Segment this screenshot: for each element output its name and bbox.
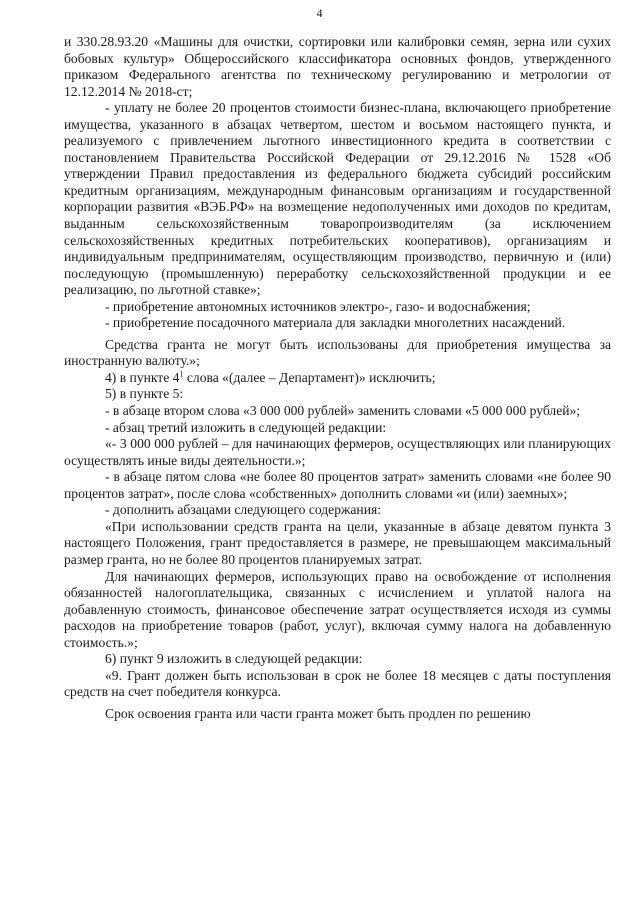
paragraph-item-9: «9. Грант должен быть использован в срок не более 18 месяцев с даты поступления средств на счет победителя конкурса. <box>64 667 611 700</box>
paragraph-currency: Средства гранта не могут быть использованы для приобретения имущества за иностранную валюту.»; <box>64 336 611 369</box>
paragraph-abzac-3: - абзац третий изложить в следующей редакции: <box>105 419 387 435</box>
paragraph-abzac-5: - в абзаце пятом слова «не более 80 процентов затрат» заменить словами «не более 90 процентов затрат», после слова «собственных» дополнить словами «и (или) заемных»; <box>64 469 611 501</box>
paragraph-add-abzacs: - дополнить абзацами следующего содержания: <box>105 502 382 518</box>
paragraph-power-sources: - приобретение автономных источников электро-, газо- и водоснабжения; <box>105 298 531 314</box>
paragraph-grant-usage: «При использовании средств гранта на цели, указанные в абзаце девятом пункта 3 настоящего Положения, грант предоставляется в размере, не превышающем максимальный размер гранта, но не более 80 процентов планируемых затрат. <box>64 518 611 567</box>
paragraph-business-plan: - уплату не более 20 процентов стоимости бизнес-плана, включающего приобретение имущества, указанного в абзацах четвертом, шестом и восьмом настоящего пункта, и реализуемого с привлечением льготного инвестиционного кредита в соответствии с постановлением Правительства Российской Федерации от 29.12.2016 № 1528 «Об утверждении Правил предоставления из федерального бюджета субсидий российским кредитным организациям, международным финансовым организациям и государственной корпорации развития «ВЭБ.РФ» на возмещение недополученных ими доходов по кредитам, выданным сельскохозяйственным товаропроизводителям (за исключением сельскохозяйственных кредитных потребительских кооперативов), организациям и индивидуальным предпринимателям, осуществляющим производство, первичную и (или) последующую (промышленную) переработку сельскохозяйственной продукции и ее реализацию, по льготной ставке»; <box>64 100 611 298</box>
item4-superscript: 1 <box>179 369 184 379</box>
paragraph-new-farmers: Для начинающих фермеров, использующих право на освобождение от исполнения обязанностей налогоплательщика, связанных с исчислением и уплатой налога на добавленную стоимость, финансовое обеспечение затрат осуществляется исходя из суммы расходов на приобретение товаров (работ, услуг), включая сумму налога на добавленную стоимость.»; <box>64 568 611 650</box>
page-number: 4 <box>316 6 323 20</box>
paragraph-item-6: 6) пункт 9 изложить в следующей редакции: <box>105 651 363 667</box>
paragraph-item-5: 5) в пункте 5: <box>105 386 184 402</box>
paragraph-extension: Срок освоения гранта или части гранта может быть продлен по решению <box>105 705 531 721</box>
item4-suffix: слова «(далее – Департамент)» исключить; <box>183 369 436 385</box>
paragraph-abzac-2: - в абзаце втором слова «3 000 000 рублей» заменить словами «5 000 000 рублей»; <box>105 403 581 419</box>
paragraph-planting: - приобретение посадочного материала для закладки многолетних насаждений. <box>105 315 566 331</box>
item4-prefix: 4) в пункте 4 <box>105 369 180 385</box>
paragraph-continuation: и 330.28.93.20 «Машины для очистки, сортировки или калибровки семян, зерна или сухих бобовых культур» Общероссийского классификатора основных фондов, утвержденного приказом Федерального агентства по техническому регулированию и метрологии от 12.12.2014 № 2018-ст; <box>64 34 611 99</box>
paragraph-abzac-3-text: «- 3 000 000 рублей – для начинающих фермеров, осуществляющих или планирующих осуществлять иные виды деятельности.»; <box>64 436 611 468</box>
document-body <box>64 34 611 722</box>
paragraph-item-4 <box>64 370 611 387</box>
